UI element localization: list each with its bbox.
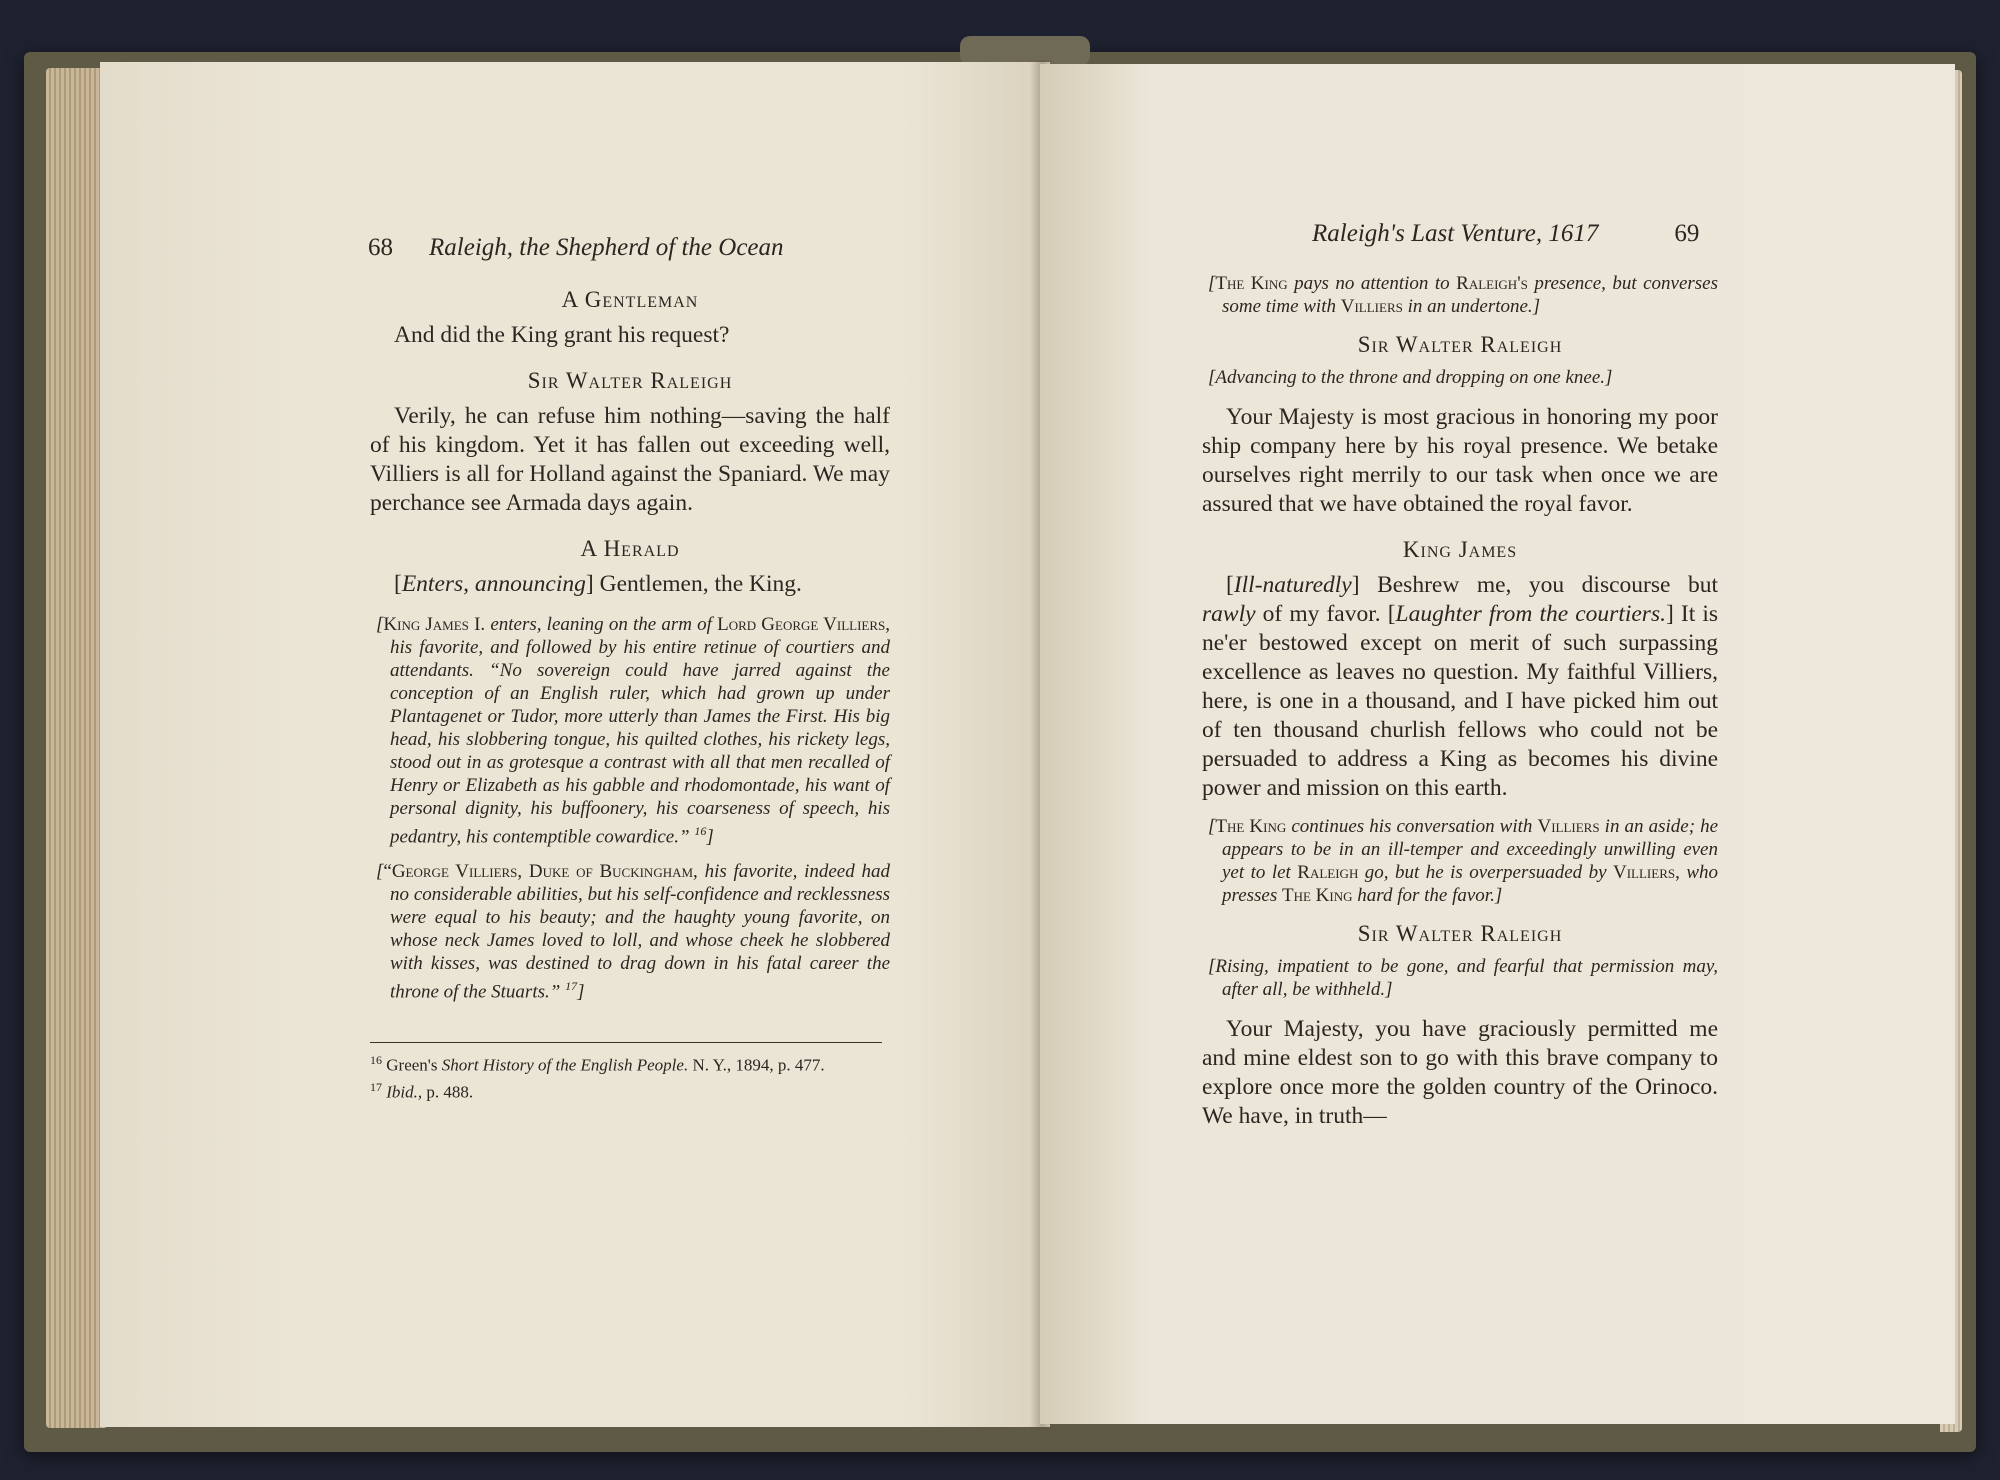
footnote-rule [370,1042,882,1043]
page-edges-left [46,68,106,1428]
footnote-ref-17: 17 [565,979,578,994]
sd-name-villiers: Lord George Villiers, [717,614,891,635]
sd-text-enters: enters, leaning on the arm of [490,614,712,635]
direction-herald: Enters, announcing [401,571,586,597]
speech-king-rawly: rawly [1202,601,1256,627]
right-running-title: Raleigh's Last Venture, 1617 [1312,220,1599,247]
sd2-text-e: hard for the favor. [1357,885,1495,906]
left-page-number: 68 [368,234,393,261]
sd2-name-raleigh: Raleigh [1297,862,1359,883]
stage-direction-aside: [The King continues his conversation with Villiers in an aside; he appears to be in an ill-temper and exceedingly unwilling even yet to let Raleigh go, but he is overpersuaded by Villiers, who presses The King hard for the favor.] [1208,816,1719,906]
direction-rising-text: Rising, impatient to be gone, and fearful that permission may, after all, be withheld. [1215,956,1718,1000]
direction-advancing-text: Advancing to the throne and dropping on one knee. [1215,367,1605,388]
left-body [370,287,890,1104]
sd2-name-the-king: The King [1215,816,1287,837]
footnote-17-page: p. 488. [426,1082,474,1102]
left-running-head [368,234,784,262]
sd2-name-villiers: Villiers [1537,816,1600,837]
sd-text-quote-green: his favorite, and followed by his entire retinue of courtiers and attendants. “No sovereign could have jarred against the conception of an English ruler, which had grown up under Plantagenet or Tudor, more utterly than James the First. His big head, his slobbering tongue, his quilted clothes, his rickety legs, stood out in as grotesque a contrast with all that men recalled of Henry or Elizabeth as his gabble and rhodomontade, his want of personal dignity, his buffoonery, his coarseness of speech, his pedantry, his contemptible cowardice.” [390,637,890,848]
speaker-raleigh-3: Sir Walter Raleigh [1357,921,1563,946]
sd-text-undertone: in an undertone. [1407,296,1533,317]
footnote-16-author: Green's [386,1055,438,1075]
speech-raleigh-2: Your Majesty is most gracious in honoring my poor ship company here by his royal presence. We betake ourselves right merrily to our task when once we are assured that we have obtained the royal favor. [1202,404,1718,517]
speaker-raleigh-1: Sir Walter Raleigh [527,368,733,393]
sd-name-buckingham: “George Villiers, Duke of Buckingham, [383,861,698,883]
footnote-16-pub: N. Y., 1894, p. 477. [692,1055,825,1075]
speech-king-james: [Ill-naturedly] Beshrew me, you discourse but rawly of my favor. [Laughter from the courtiers.] It is ne'er bestowed except on merit of such surpassing excellence as leaves no question. My faithful Villiers, here, is one in a thousand, and I have picked him out of ten thousand churlish fellows who could not be persuaded to address a King as becomes his divine power and mission on this earth. [1202,572,1719,801]
footnote-16 [370,1049,890,1077]
sd2-name-villiers-2: Villiers, [1613,862,1680,883]
footnotes [370,1042,890,1104]
sd2-text-a: continues his conversation with [1291,816,1533,837]
speech-raleigh-3: Your Majesty, you have graciously permitted me and mine eldest son to go with this brave company to explore once more the golden country of the Orinoco. We have, in truth— [1202,1016,1718,1129]
sd-text-pays: pays no attention to [1294,273,1450,294]
left-running-title: Raleigh, the Shepherd of the Ocean [429,234,784,261]
footnote-17-number: 17 [370,1080,382,1095]
speech-king-part-c: It is ne'er bestowed except on merit of such surpassing excellence as leaves no question. My faithful Villiers, here, is one in a thousand, and I have picked him out of ten thousand churlish fellows who could not be persuaded to address a King as becomes his divine power and mission on this earth. [1202,601,1719,801]
sd-name-villiers-2: Villiers [1340,296,1403,317]
sd-text-presence: presence, but converses some time with [1222,273,1719,317]
speaker-gentleman: A Gentleman [561,287,699,312]
direction-laughter: Laughter from the courtiers. [1395,601,1666,627]
right-running-head [1312,220,1699,248]
sd2-text-c: go, but he is overpersuaded by [1364,862,1607,883]
footnote-17 [370,1076,890,1104]
right-body [1202,272,1718,1131]
sd-name-raleighs: Raleigh's [1456,273,1528,294]
speech-king-part-a: Beshrew me, you discourse but [1377,572,1718,598]
speaker-raleigh-2: Sir Walter Raleigh [1357,332,1563,357]
right-page-number: 69 [1674,220,1700,247]
direction-rising: [Rising, impatient to be gone, and fearful that permission may, after all, be withheld.] [1208,956,1718,1000]
speech-gentleman: And did the King grant his request? [394,322,730,348]
sd2-text-b: in an aside; he appears to be in an ill-temper and exceedingly unwilling even yet to let [1222,816,1719,883]
speaker-herald: A Herald [580,536,680,561]
stage-direction-king-enters: [King James I. enters, leaning on the arm of Lord George Villiers, his favorite, and followed by his entire retinue of courtiers and attendants. “No sovereign could have jarred against the conception of an English ruler, which had grown up under Plantagenet or Tudor, more utterly than James the First. His big head, his slobbering tongue, his quilted clothes, his rickety legs, stood out in as grotesque a contrast with all that men recalled of Henry or Elizabeth as his gabble and rhodomontade, his want of personal dignity, his buffoonery, his coarseness of speech, his pedantry, his contemptible cowardice.” $^{16}$] [376,614,891,848]
right-page [1040,64,1955,1424]
footnote-17-ibid: Ibid., [386,1082,423,1102]
sd-name-the-king: The King [1215,273,1288,294]
footnote-ref-16: 16 [694,824,707,838]
footnote-16-number: 16 [370,1052,382,1067]
speech-herald-text: Gentlemen, the King. [599,571,802,597]
sd2-text-d: who presses [1222,862,1718,906]
speaker-king-james: King James [1402,537,1518,562]
speech-king-part-b: of my favor. [1262,601,1381,627]
speech-raleigh-1: Verily, he can refuse him nothing—saving the half of his kingdom. Yet it has fallen out exceeding well, Villiers is all for Holland against the Spaniard. We may perchance see Armada days again. [370,403,890,516]
stage-direction-king-ignores: [The King pays no attention to Raleigh's presence, but converses some time with Villiers in an undertone.] [1208,273,1719,317]
footnote-16-title: Short History of the English People. [441,1055,689,1075]
sd-text-buckingham: his favorite, indeed had no considerable abilities, but his self-confidence and recklessness were equal to his beauty; and the haughty young favorite, on whose neck James loved to loll, and whose cheek he slobbered with kisses, was destined to drag down in his fatal career the throne of the Stuarts.” [390,861,890,1003]
speech-herald: [Enters, announcing] Gentlemen, the King. [394,571,802,597]
stage-direction-buckingham: [“George Villiers, Duke of Buckingham, his favorite, indeed had no considerable abilities, but his self-confidence and recklessness were equal to his beauty; and the haughty young favorite, on whose neck James loved to loll, and whose cheek he slobbered with kisses, was destined to drag down in his fatal career the throne of the Stuarts.” $^{17}$] [376,861,890,1003]
left-page [100,62,1050,1427]
sd2-name-the-king-2: The King [1282,885,1353,906]
direction-ill-naturedly: Ill-naturedly [1233,572,1352,598]
direction-advancing: [Advancing to the throne and dropping on one knee.] [1208,367,1613,388]
sd-name-king-james: King James I. [383,614,486,635]
